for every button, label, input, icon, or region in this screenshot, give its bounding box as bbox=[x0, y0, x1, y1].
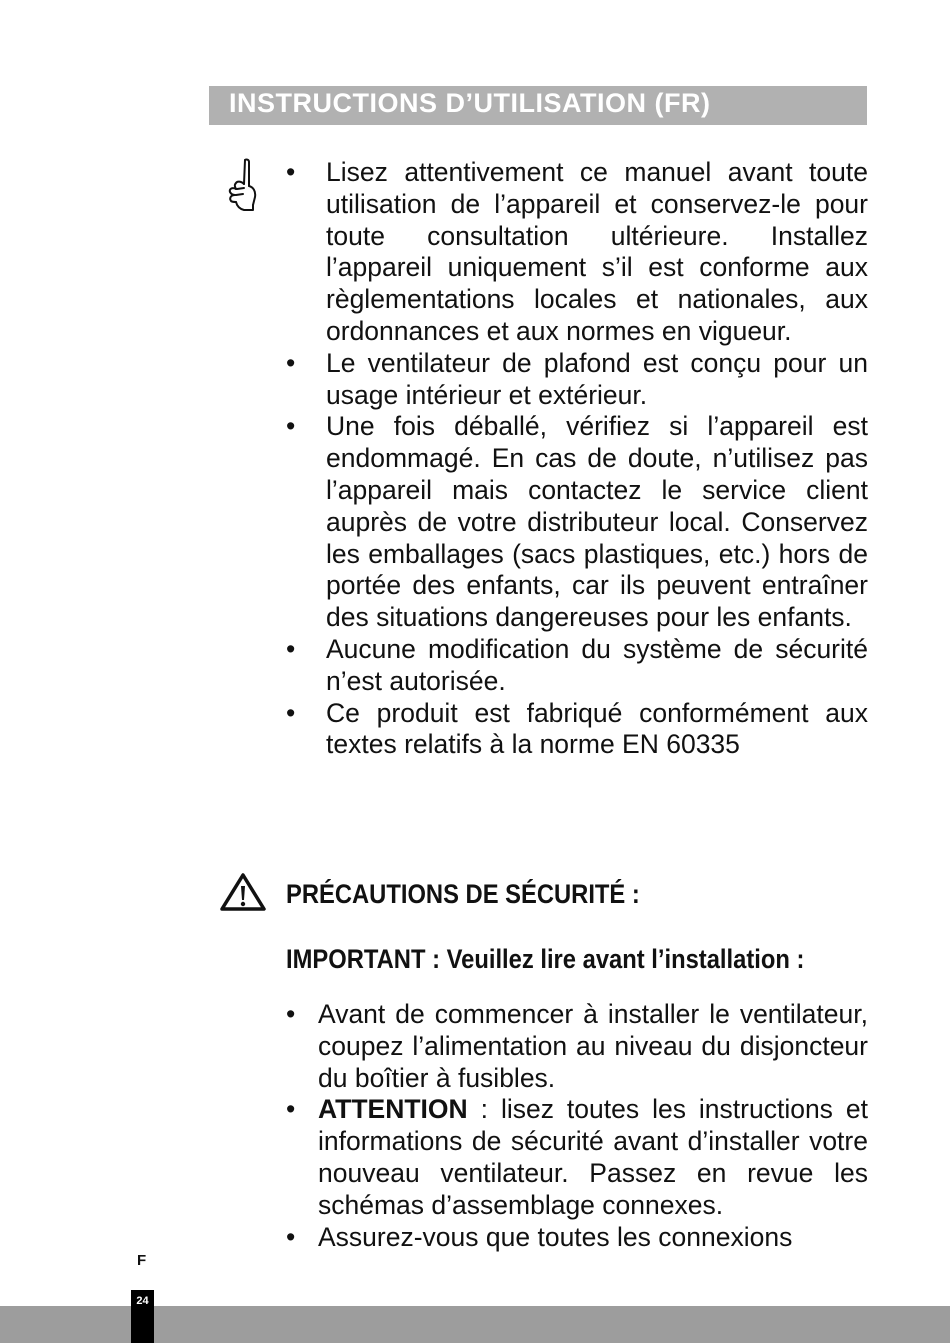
page-number-tab bbox=[131, 1290, 154, 1343]
list-item: • Lisez attentivement ce manuel avant toute utilisation de l’appareil et conservez-le pour toute consultation ultérieure. Installez l’appareil uniquement s’il est conforme aux règlementations locales et nationales, aux ordonnances et aux normes en vigueur. bbox=[284, 157, 868, 348]
page-number: 24 bbox=[136, 1295, 149, 1307]
section-header-bar bbox=[209, 86, 867, 125]
important-notice: IMPORTANT : Veuillez lire avant l’installation : bbox=[286, 944, 805, 974]
pointing-hand-icon bbox=[224, 156, 260, 216]
list-item: • Le ventilateur de plafond est conçu pour un usage intérieur et extérieur. bbox=[284, 348, 868, 412]
attention-label: ATTENTION bbox=[318, 1094, 468, 1125]
language-marker: F bbox=[137, 1252, 147, 1269]
attention-text: : lisez toutes les instructions et informations de sécurité avant d’installer votre nouveau ventilateur. Passez en revue les schémas d’assemblage connexes. bbox=[318, 1094, 868, 1220]
list-item: • Aucune modification du système de sécurité n’est autorisée. bbox=[284, 634, 868, 698]
list-item: • Une fois déballé, vérifiez si l’appareil est endommagé. En cas de doute, n’utilisez pas l’appareil mais contactez le service client auprès de votre distributeur local. Conservez les emballages (sacs plastiques, etc.) hors de portée des enfants, car ils peuvent entraîner des situations dangereuses pour les enfants. bbox=[284, 411, 868, 634]
list-item: • Ce produit est fabriqué conformément aux textes relatifs à la norme EN 60335 bbox=[284, 698, 868, 762]
list-item: • Avant de commencer à installer le ventilateur, coupez l’alimentation au niveau du disjoncteur du boîtier à fusibles. bbox=[284, 999, 868, 1094]
intro-bullet-list bbox=[284, 157, 868, 761]
safety-heading: PRÉCAUTIONS DE SÉCURITÉ : bbox=[286, 879, 640, 909]
section-title: INSTRUCTIONS D’UTILISATION (FR) bbox=[229, 88, 711, 118]
warning-triangle-icon bbox=[219, 872, 267, 912]
list-item bbox=[284, 1094, 868, 1221]
safety-bullet-list bbox=[284, 999, 868, 1253]
list-item: • Assurez-vous que toutes les connexions bbox=[284, 1222, 868, 1254]
